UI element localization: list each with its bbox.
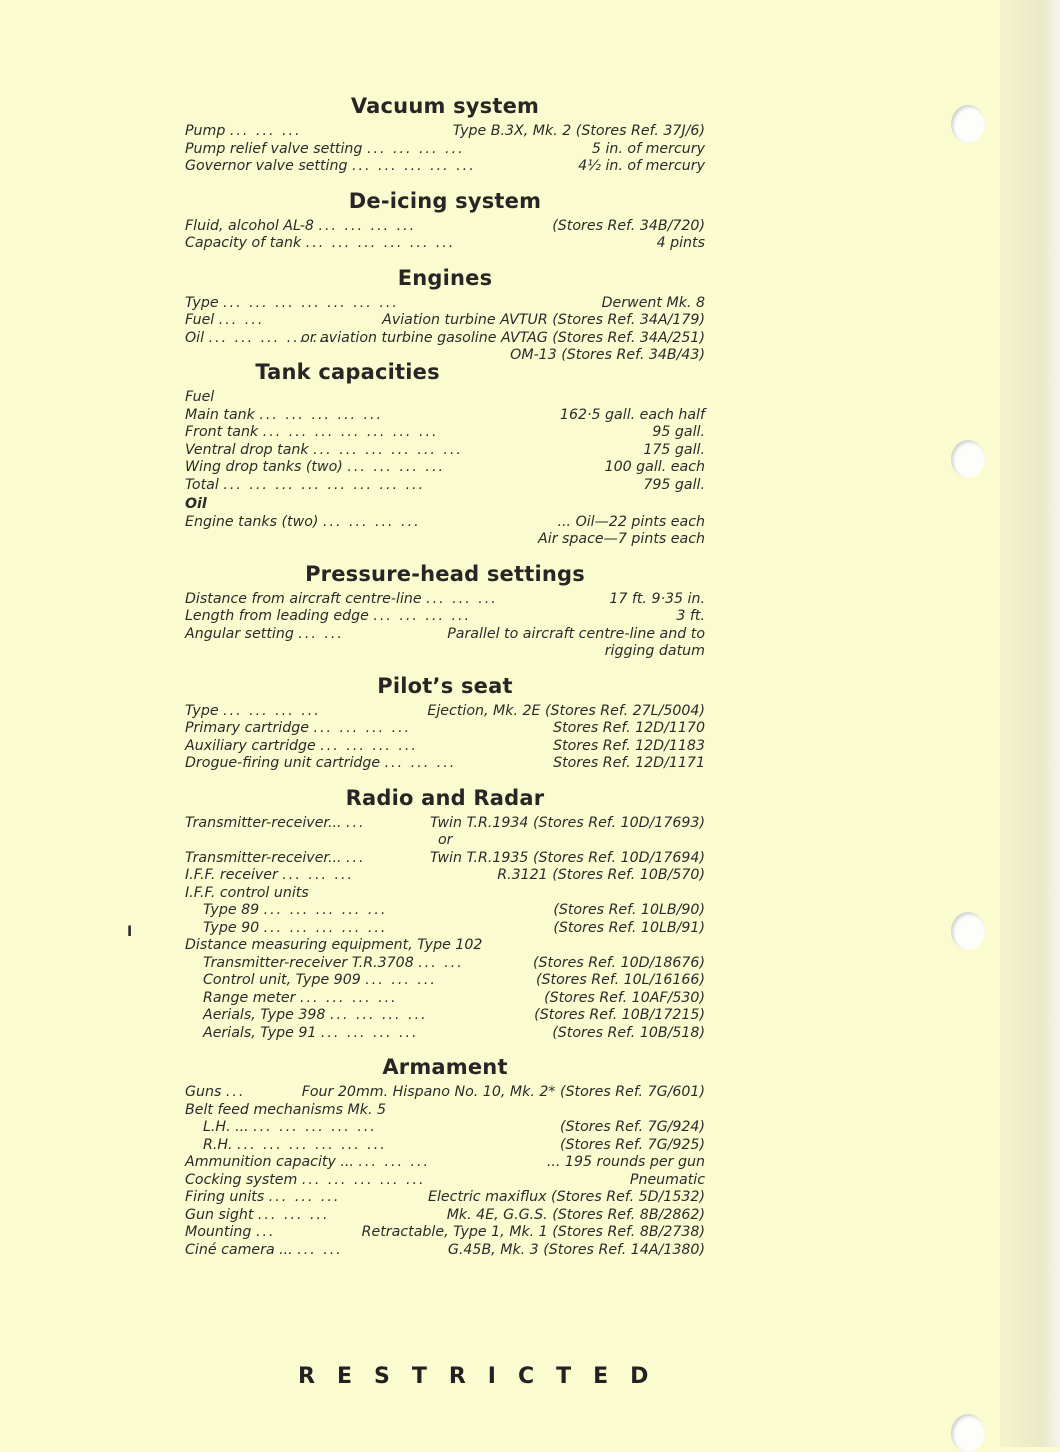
page-edge [1000,0,1060,1447]
leader-dots: ... ... ... ... ... [263,919,388,936]
leader-dots: ... ... ... [282,867,354,883]
spec-label: Control unit, Type 909 [203,972,361,988]
leader-dots: ... ... ... ... ... ... [313,441,463,458]
leader-dots: ... ... ... ... [366,140,465,157]
leader-dots: ... ... ... ... [329,1007,428,1023]
section-engines [185,265,705,363]
pressure-extra: rigging datum [604,643,705,659]
spec-row [185,591,705,609]
section-pilots-seat [185,674,705,773]
spec-value: 5 in. of mercury [591,140,705,157]
spec-label: Fluid, alcohol AL-8 [185,217,314,234]
spec-label: Oil [185,329,205,346]
punch-hole [951,105,985,143]
punch-hole [951,1414,985,1452]
spec-value: 175 gall. [643,441,705,458]
spec-row [185,972,705,990]
spec-value: (Stores Ref. 7G/924) [559,1119,705,1135]
spec-row [185,141,705,159]
leader-dots: ... ... ... ... [320,737,418,754]
spec-label: Front tank [185,424,259,440]
spec-label: Mounting [185,1224,252,1240]
spec-value: Stores Ref. 12D/1170 [553,720,705,736]
spec-value: Type B.3X, Mk. 2 (Stores Ref. 37J/6) [452,123,705,139]
spec-label: Ventral drop tank [185,441,309,458]
spec-label: Pump relief valve setting [185,140,363,157]
section-vacuum-system [185,94,705,176]
spec-row [185,608,705,626]
or-label: or [438,832,453,848]
spec-label: Ciné camera ... [185,1241,293,1258]
subheading-fuel: Fuel [185,389,215,405]
spec-value: (Stores Ref. 10B/518) [552,1024,705,1041]
spec-row [185,1025,705,1043]
spec-row [185,1154,705,1172]
spec-value: ... Oil—22 pints each [557,513,705,530]
spec-value: Four 20mm. Hispano No. 10, Mk. 2* (Stores Ref. 7G/601) [301,1084,705,1100]
leader-dots: ... ... ... ... [347,459,445,475]
section-heading: Radio and Radar [345,785,545,810]
spec-row [185,514,705,532]
spec-value: Twin T.R.1935 (Stores Ref. 10D/17694) [429,849,705,866]
spec-row [185,720,705,738]
spec-label: L.H. ... [203,1119,249,1135]
spec-value: 100 gall. each [604,459,705,475]
spec-row [185,1137,705,1155]
leader-dots: ... ... ... [257,1206,330,1223]
spec-value: Electric maxiflux (Stores Ref. 5D/1532) [428,1189,705,1205]
spec-value: Stores Ref. 12D/1183 [553,737,705,754]
spec-value: 162·5 gall. each half [559,406,705,423]
spec-row [185,312,705,330]
spec-label: Transmitter-receiver... [185,849,342,866]
spec-label: Angular setting [185,625,294,642]
spec-value: (Stores Ref. 10B/17215) [534,1007,705,1023]
leader-dots: ... ... ... [365,972,437,988]
spec-row [185,1119,705,1137]
section-heading: Tank capacities [255,360,440,384]
spec-value: Stores Ref. 12D/1171 [553,755,705,771]
spec-row [185,850,705,868]
spec-label: Cocking system [185,1171,298,1188]
spec-label: Guns [185,1084,222,1100]
section-heading: Pressure-head settings [305,561,585,586]
leader-dots: ... ... ... [384,755,457,771]
punch-hole [951,912,985,950]
spec-value: 3 ft. [676,608,705,624]
spec-value: (Stores Ref. 10LB/91) [553,919,705,936]
spec-row [185,1084,705,1102]
margin-mark: I [127,924,133,940]
spec-row [185,1207,705,1225]
spec-row [185,218,705,236]
spec-value: 795 gall. [643,476,705,493]
leader-dots: ... ... ... ... [313,720,412,736]
spec-label: I.F.F. receiver [185,867,278,883]
spec-value: (Stores Ref. 10D/18676) [532,954,705,971]
spec-row [185,867,705,885]
leader-dots: ... ... ... ... ... [301,1171,426,1188]
leader-dots: ... [225,1084,246,1100]
spec-value: Derwent Mk. 8 [601,294,705,311]
punch-hole [951,440,985,478]
spec-value: Mk. 4E, G.G.S. (Stores Ref. 8B/2862) [446,1206,705,1223]
spec-label: Firing units [185,1189,265,1205]
footer-restricted: RESTRICTED [298,1364,671,1389]
spec-label: Ammunition capacity ... [185,1154,354,1170]
spec-row [185,424,705,442]
spec-label: Drogue-firing unit cartridge [185,755,381,771]
leader-dots: ... ... ... ... [223,702,321,719]
section-heading: De-icing system [348,188,542,213]
spec-value: Ejection, Mk. 2E (Stores Ref. 27L/5004) [427,702,705,719]
spec-label: Engine tanks (two) [185,513,319,530]
spec-row [185,626,705,644]
leader-dots: ... ... ... ... ... ... ... [262,424,439,440]
spec-row [185,738,705,756]
spec-value: Pneumatic [629,1171,705,1188]
spec-label: Aerials, Type 91 [203,1024,317,1041]
spec-label: Transmitter-receiver T.R.3708 [203,954,414,971]
spec-row [185,1224,705,1242]
spec-value: Aviation turbine AVTUR (Stores Ref. 34A/179) [382,312,705,328]
leader-dots: ... ... ... ... ... [259,406,384,423]
spec-label: Capacity of tank [185,235,302,251]
spec-row [185,295,705,313]
spec-row [185,815,705,833]
spec-label: Governor valve setting [185,158,348,174]
spec-row [185,703,705,721]
spec-label: Wing drop tanks (two) [185,459,343,475]
spec-value: or aviation turbine gasoline AVTAG (Stores Ref. 34A/251) [301,329,705,346]
spec-row [185,477,705,495]
spec-label: R.H. [203,1136,233,1153]
leader-dots: ... ... ... [426,590,498,607]
leader-dots: ... ... ... [358,1154,431,1170]
spec-value: (Stores Ref. 10AF/530) [544,989,705,1006]
spec-row [185,755,705,773]
spec-label: Primary cartridge [185,720,309,736]
section-radio-and-radar [185,786,705,1043]
spec-value: ... 195 rounds per gun [546,1154,705,1170]
spec-label: Aerials, Type 398 [203,1007,326,1023]
spec-value: Twin T.R.1934 (Stores Ref. 10D/17693) [429,814,705,831]
section-heading: Armament [382,1055,508,1079]
spec-row [185,1007,705,1025]
leader-dots: ... ... ... ... ... [352,158,476,174]
spec-label: Auxiliary cartridge [185,737,316,754]
section-tank-capacities [185,360,705,549]
leader-dots: ... [255,1224,276,1240]
spec-value: 95 gall. [652,424,705,440]
oil-air-space: Air space—7 pints each [538,531,705,547]
spec-value: 17 ft. 9·35 in. [609,590,705,607]
section-de-icing-system [185,189,705,253]
leader-dots: ... ... ... ... ... ... [305,235,456,251]
spec-row [185,123,705,141]
spec-value: Parallel to aircraft centre-line and to [447,625,705,642]
spec-row [185,459,705,477]
spec-label: Range meter [203,989,296,1006]
section-armament [185,1055,705,1259]
spec-row [185,442,705,460]
spec-row [185,955,705,973]
spec-row [185,1172,705,1190]
spec-label: Pump [185,123,226,139]
leader-dots: ... ... ... ... ... ... [237,1136,387,1153]
spec-value: 4 pints [656,235,705,251]
leader-dots: ... [346,849,366,866]
spec-value: (Stores Ref. 10LB/90) [553,902,705,918]
spec-value: OM-13 (Stores Ref. 34B/43) [510,347,705,363]
leader-dots: ... ... [297,1241,343,1258]
spec-value: 4½ in. of mercury [578,158,705,174]
spec-row [185,235,705,253]
spec-label: Type 89 [203,902,260,918]
leader-dots: ... ... ... ... [322,513,421,530]
spec-value: (Stores Ref. 34B/720) [552,217,705,234]
leader-dots: ... ... ... ... [318,217,417,234]
section-pressure-head-settings [185,562,705,661]
spec-label: Transmitter-receiver... [185,814,342,831]
section-heading: Engines [397,265,493,290]
spec-label: Type 90 [203,919,260,936]
leader-dots: ... ... [218,312,265,328]
leader-dots: ... ... ... ... ... ... ... ... [223,476,426,493]
spec-row [185,1189,705,1207]
spec-label: Length from leading edge [185,608,369,624]
subheading-oil: Oil [185,496,207,512]
subheading-iff: I.F.F. control units [185,884,309,901]
spec-value: Retractable, Type 1, Mk. 1 (Stores Ref. 8B/2738) [361,1224,705,1240]
leader-dots: ... ... ... ... [373,608,471,624]
spec-sheet [185,94,705,1272]
spec-label: Type [185,294,219,311]
leader-dots: ... ... ... ... ... [263,902,388,918]
leader-dots: ... ... [298,625,344,642]
spec-label: Distance from aircraft centre-line [185,590,422,607]
leader-dots: ... ... ... ... [320,1024,419,1041]
spec-label: Gun sight [185,1206,254,1223]
subheading-belt-feed: Belt feed mechanisms Mk. 5 [185,1101,387,1118]
section-heading: Vacuum system [350,94,540,118]
spec-label: Type [185,702,219,719]
spec-label: Fuel [185,312,215,328]
leader-dots: ... ... ... [268,1189,341,1205]
leader-dots: ... ... ... ... ... [208,329,333,346]
section-heading: Pilot’s seat [377,673,513,698]
spec-row [185,902,705,920]
leader-dots: ... ... ... [229,123,302,139]
leader-dots: ... ... ... ... [299,989,398,1006]
spec-label: Total [185,476,219,493]
leader-dots: ... ... ... ... ... [253,1119,377,1135]
spec-label: Main tank [185,406,255,423]
spec-value: R.3121 (Stores Ref. 10B/570) [497,867,705,883]
spec-value: (Stores Ref. 10L/16166) [535,972,705,988]
spec-value: (Stores Ref. 7G/925) [559,1136,705,1153]
spec-row [185,920,705,938]
spec-value: G.45B, Mk. 3 (Stores Ref. 14A/1380) [447,1241,705,1258]
leader-dots: ... [346,814,366,831]
spec-row [185,990,705,1008]
subheading-dme: Distance measuring equipment, Type 102 [185,937,483,953]
spec-row [185,407,705,425]
spec-row [185,158,705,176]
spec-row [185,1242,705,1260]
leader-dots: ... ... [418,954,464,971]
leader-dots: ... ... ... ... ... ... ... [223,294,399,311]
